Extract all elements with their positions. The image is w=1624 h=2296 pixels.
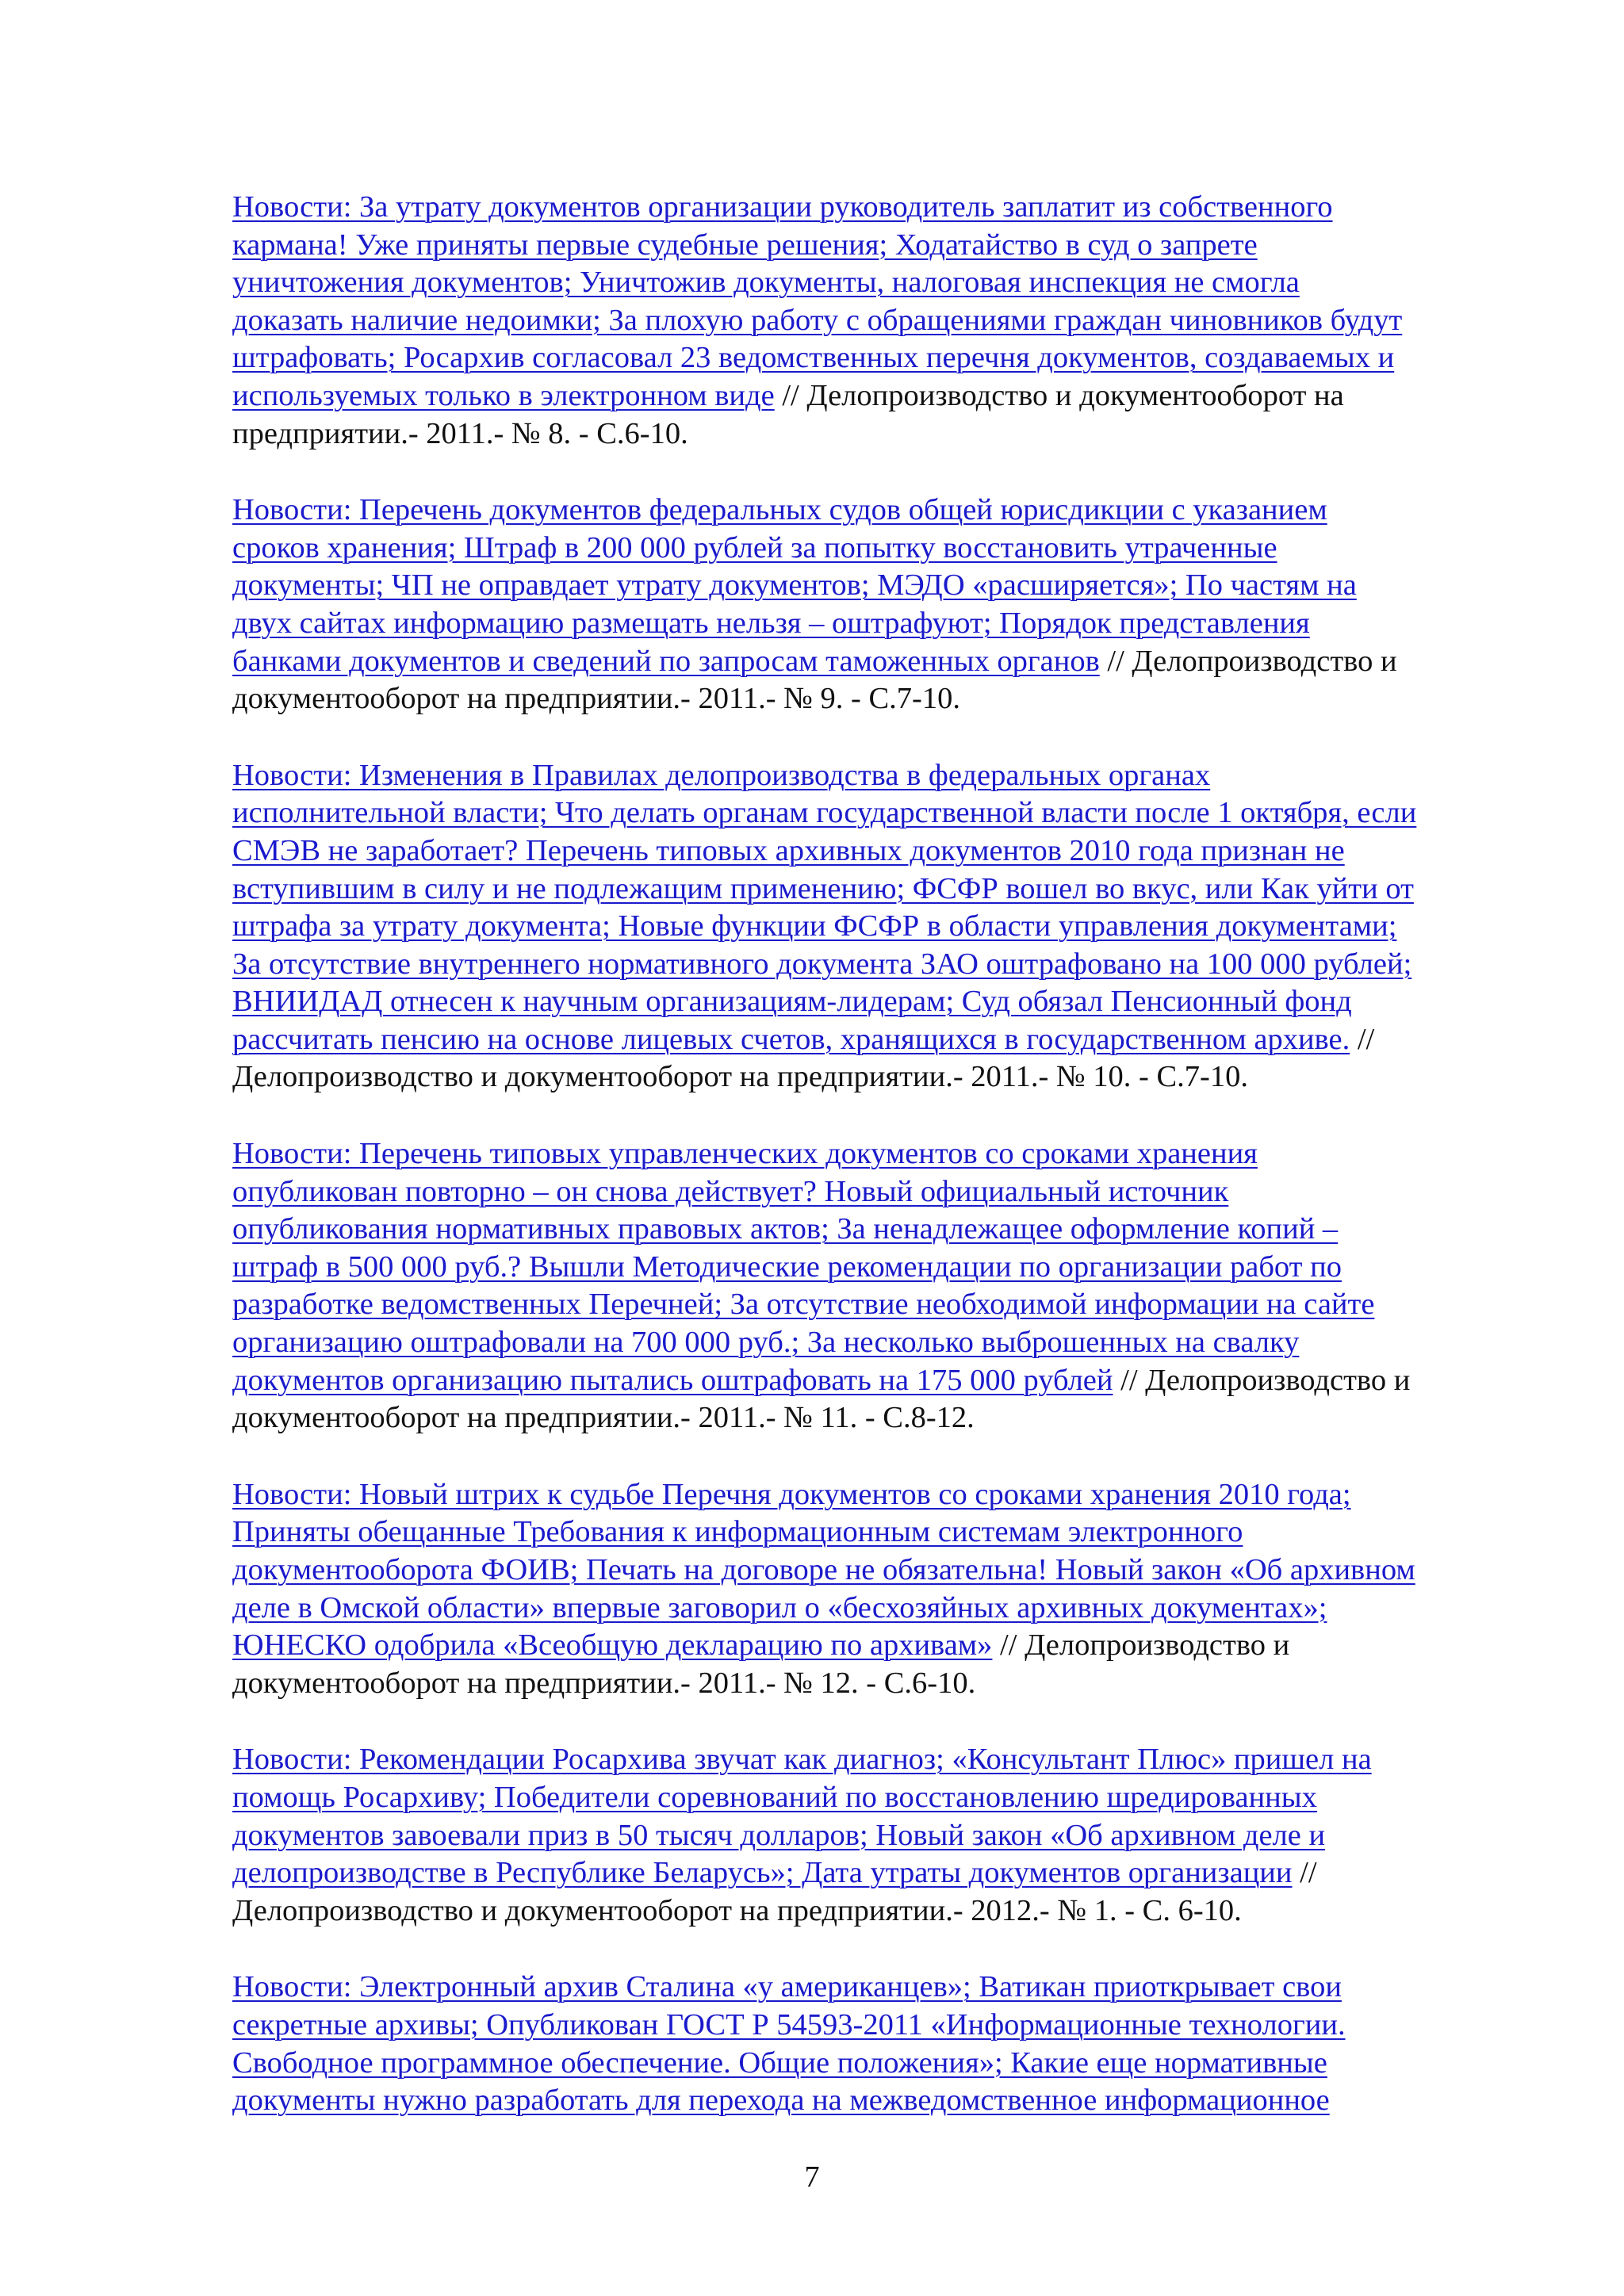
entry-line: [232, 1552, 1519, 1590]
entry-line: [232, 1779, 1519, 1817]
entry-line: [232, 1590, 1519, 1628]
bibliography-entry: [232, 1741, 1519, 1930]
news-link[interactable]: Новости: Рекомендации Росархива звучат как диагноз; «Консультант Плюс» пришел на: [232, 1743, 1372, 1777]
news-link[interactable]: рассчитать пенсию на основе лицевых счетов, хранящихся в государственном архиве.: [232, 1022, 1350, 1056]
entry-line: [232, 1211, 1519, 1249]
news-link[interactable]: деле в Омской области» впервые заговорил о «бесхозяйных архивных документах»;: [232, 1590, 1327, 1624]
entry-line: [232, 1021, 1519, 1059]
news-link[interactable]: ЮНЕСКО одобрила «Всеобщую декларацию по архивам»: [232, 1628, 993, 1663]
news-link[interactable]: делопроизводстве в Республике Беларусь»; Дата утраты документов организации: [232, 1856, 1293, 1890]
entry-line: [232, 1286, 1519, 1324]
entry-line: [232, 1892, 1519, 1931]
entry-line: [232, 1249, 1519, 1287]
entry-line: [232, 2007, 1519, 2045]
news-link[interactable]: помощь Росархиву; Победители соревнований по восстановлению шредированных: [232, 1780, 1317, 1814]
entry-line: [232, 757, 1519, 795]
entry-line: [232, 871, 1519, 909]
bibliography-entry: [232, 757, 1519, 1096]
entry-line: [232, 377, 1519, 415]
news-link[interactable]: вступившим в силу и не подлежащим применению; ФСФР вошел во вкус, или Как уйти от: [232, 871, 1414, 905]
news-link[interactable]: Новости: За утрату документов организации руководитель заплатит из собственного: [232, 190, 1333, 224]
bibliography-entry: [232, 1969, 1519, 2119]
entry-line: [232, 1399, 1519, 1437]
citation-text: документооборот на предприятии.- 2011.- № 12. - С.6-10.: [232, 1666, 976, 1700]
entry-line: [232, 264, 1519, 302]
citation-text: // Делопроизводство и: [1113, 1363, 1411, 1397]
news-link[interactable]: кармана! Уже приняты первые судебные решения; Ходатайство в суд о запрете: [232, 228, 1258, 262]
news-link[interactable]: документы нужно разработать для перехода на межведомственное информационное: [232, 2084, 1330, 2118]
news-link[interactable]: Новости: Новый штрих к судьбе Перечня документов со сроками хранения 2010 года;: [232, 1477, 1351, 1511]
citation-text: // Делопроизводство и: [992, 1628, 1290, 1663]
entry-line: [232, 1741, 1519, 1779]
news-link[interactable]: двух сайтах информацию размещать нельзя – оштрафуют; Порядок представления: [232, 606, 1310, 640]
news-link[interactable]: За отсутствие внутреннего нормативного документа ЗАО оштрафовано на 100 000 рублей;: [232, 947, 1412, 981]
entry-line: [232, 1627, 1519, 1665]
news-link[interactable]: доказать наличие недоимки; За плохую работу с обращениями граждан чиновников будут: [232, 303, 1403, 337]
citation-text: // Делопроизводство и документооборот на: [774, 378, 1344, 412]
citation-text: // Делопроизводство и: [1099, 644, 1397, 678]
news-link[interactable]: документов завоевали приз в 50 тысяч долларов; Новый закон «Об архивном деле и: [232, 1818, 1326, 1852]
entry-line: [232, 567, 1519, 605]
news-link[interactable]: опубликования нормативных правовых актов; За ненадлежащее оформление копий –: [232, 1212, 1339, 1246]
entry-line: [232, 643, 1519, 681]
news-link[interactable]: уничтожения документов; Уничтожив документы, налоговая инспекция не смогла: [232, 266, 1300, 300]
entry-line: [232, 1854, 1519, 1892]
entry-line: [232, 1969, 1519, 2007]
citation-text: документооборот на предприятии.- 2011.- № 11. - С.8-12.: [232, 1401, 975, 1435]
news-link[interactable]: Новости: Изменения в Правилах делопроизводства в федеральных органах: [232, 758, 1211, 792]
entry-line: [232, 1173, 1519, 1211]
news-link[interactable]: ВНИИДАД отнесен к научным организациям-лидерам; Суд обязал Пенсионный фонд: [232, 985, 1352, 1019]
news-link[interactable]: документооборота ФОИВ; Печать на договоре не обязательна! Новый закон «Об архивном: [232, 1553, 1415, 1586]
news-link[interactable]: организацию оштрафовали на 700 000 руб.; За несколько выброшенных на свалку: [232, 1326, 1300, 1360]
news-link[interactable]: документы; ЧП не оправдает утрату документов; МЭДО «расширяется»; По частям на: [232, 568, 1357, 603]
entry-line: [232, 1324, 1519, 1362]
bibliography-entry: [232, 1476, 1519, 1703]
news-link[interactable]: Новости: Перечень типовых управленческих документов со сроками хранения: [232, 1137, 1258, 1171]
news-link[interactable]: Новости: Перечень документов федеральных судов общей юрисдикции с указанием: [232, 493, 1327, 527]
citation-text: Делопроизводство и документооборот на предприятии.- 2011.- № 10. - С.7-10.: [232, 1060, 1248, 1094]
entry-line: [232, 832, 1519, 871]
entry-line: [232, 1513, 1519, 1552]
entry-line: [232, 983, 1519, 1021]
citation-text: предприятии.- 2011.- № 8. - С.6-10.: [232, 416, 688, 450]
entry-line: [232, 1135, 1519, 1173]
entry-line: [232, 302, 1519, 340]
entry-line: [232, 227, 1519, 265]
entry-line: [232, 1362, 1519, 1400]
news-link[interactable]: опубликован повторно – он снова действует? Новый официальный источник: [232, 1174, 1229, 1208]
entry-line: [232, 794, 1519, 832]
entry-line: [232, 1665, 1519, 1703]
entry-line: [232, 189, 1519, 227]
citation-text: Делопроизводство и документооборот на предприятии.- 2012.- № 1. - С. 6-10.: [232, 1893, 1242, 1927]
news-link[interactable]: сроков хранения; Штраф в 200 000 рублей за попытку восстановить утраченные: [232, 530, 1277, 564]
bibliography-entry: [232, 189, 1519, 453]
news-link[interactable]: документов организацию пытались оштрафовать на 175 000 рублей: [232, 1363, 1113, 1397]
entry-line: [232, 530, 1519, 568]
news-link[interactable]: штрафовать; Росархив согласовал 23 ведомственных перечня документов, создаваемых и: [232, 341, 1395, 375]
news-link[interactable]: секретные архивы; Опубликован ГОСТ Р 54593-2011 «Информационные технологии.: [232, 2007, 1346, 2042]
news-link[interactable]: разработке ведомственных Перечней; За отсутствие необходимой информации на сайте: [232, 1288, 1375, 1322]
news-link[interactable]: штраф в 500 000 руб.? Вышли Методические рекомендации по организации работ по: [232, 1249, 1342, 1284]
citation-text: //: [1350, 1022, 1375, 1056]
document-page: [232, 189, 1519, 2159]
entry-line: [232, 946, 1519, 984]
bibliography-entry: [232, 1135, 1519, 1437]
entry-line: [232, 2082, 1519, 2120]
citation-text: документооборот на предприятии.- 2011.- № 9. - С.7-10.: [232, 682, 960, 716]
bibliography-entry: [232, 492, 1519, 718]
news-link[interactable]: Приняты обещанные Требования к информационным системам электронного: [232, 1515, 1243, 1549]
entry-line: [232, 1058, 1519, 1096]
page-number: 7: [804, 2160, 820, 2194]
news-link[interactable]: Новости: Электронный архив Сталина «у американцев»; Ватикан приоткрывает свои: [232, 1970, 1342, 2004]
news-link[interactable]: используемых только в электронном виде: [232, 378, 775, 412]
entry-line: [232, 908, 1519, 946]
news-link[interactable]: Свободное программное обеспечение. Общие положения»; Какие еще нормативные: [232, 2045, 1327, 2080]
entry-line: [232, 2045, 1519, 2083]
entry-line: [232, 680, 1519, 718]
entry-line: [232, 339, 1519, 377]
news-link[interactable]: штрафа за утрату документа; Новые функции ФСФР в области управления документами;: [232, 909, 1397, 943]
entry-line: [232, 492, 1519, 530]
news-link[interactable]: исполнительной власти; Что делать органам государственной власти после 1 октября, если: [232, 796, 1417, 830]
entry-line: [232, 415, 1519, 453]
news-link[interactable]: банками документов и сведений по запросам таможенных органов: [232, 644, 1100, 678]
news-link[interactable]: СМЭВ не заработает? Перечень типовых архивных документов 2010 года признан не: [232, 833, 1345, 867]
entry-line: [232, 1817, 1519, 1855]
entry-line: [232, 1476, 1519, 1514]
citation-text: //: [1292, 1856, 1317, 1890]
entry-line: [232, 605, 1519, 643]
